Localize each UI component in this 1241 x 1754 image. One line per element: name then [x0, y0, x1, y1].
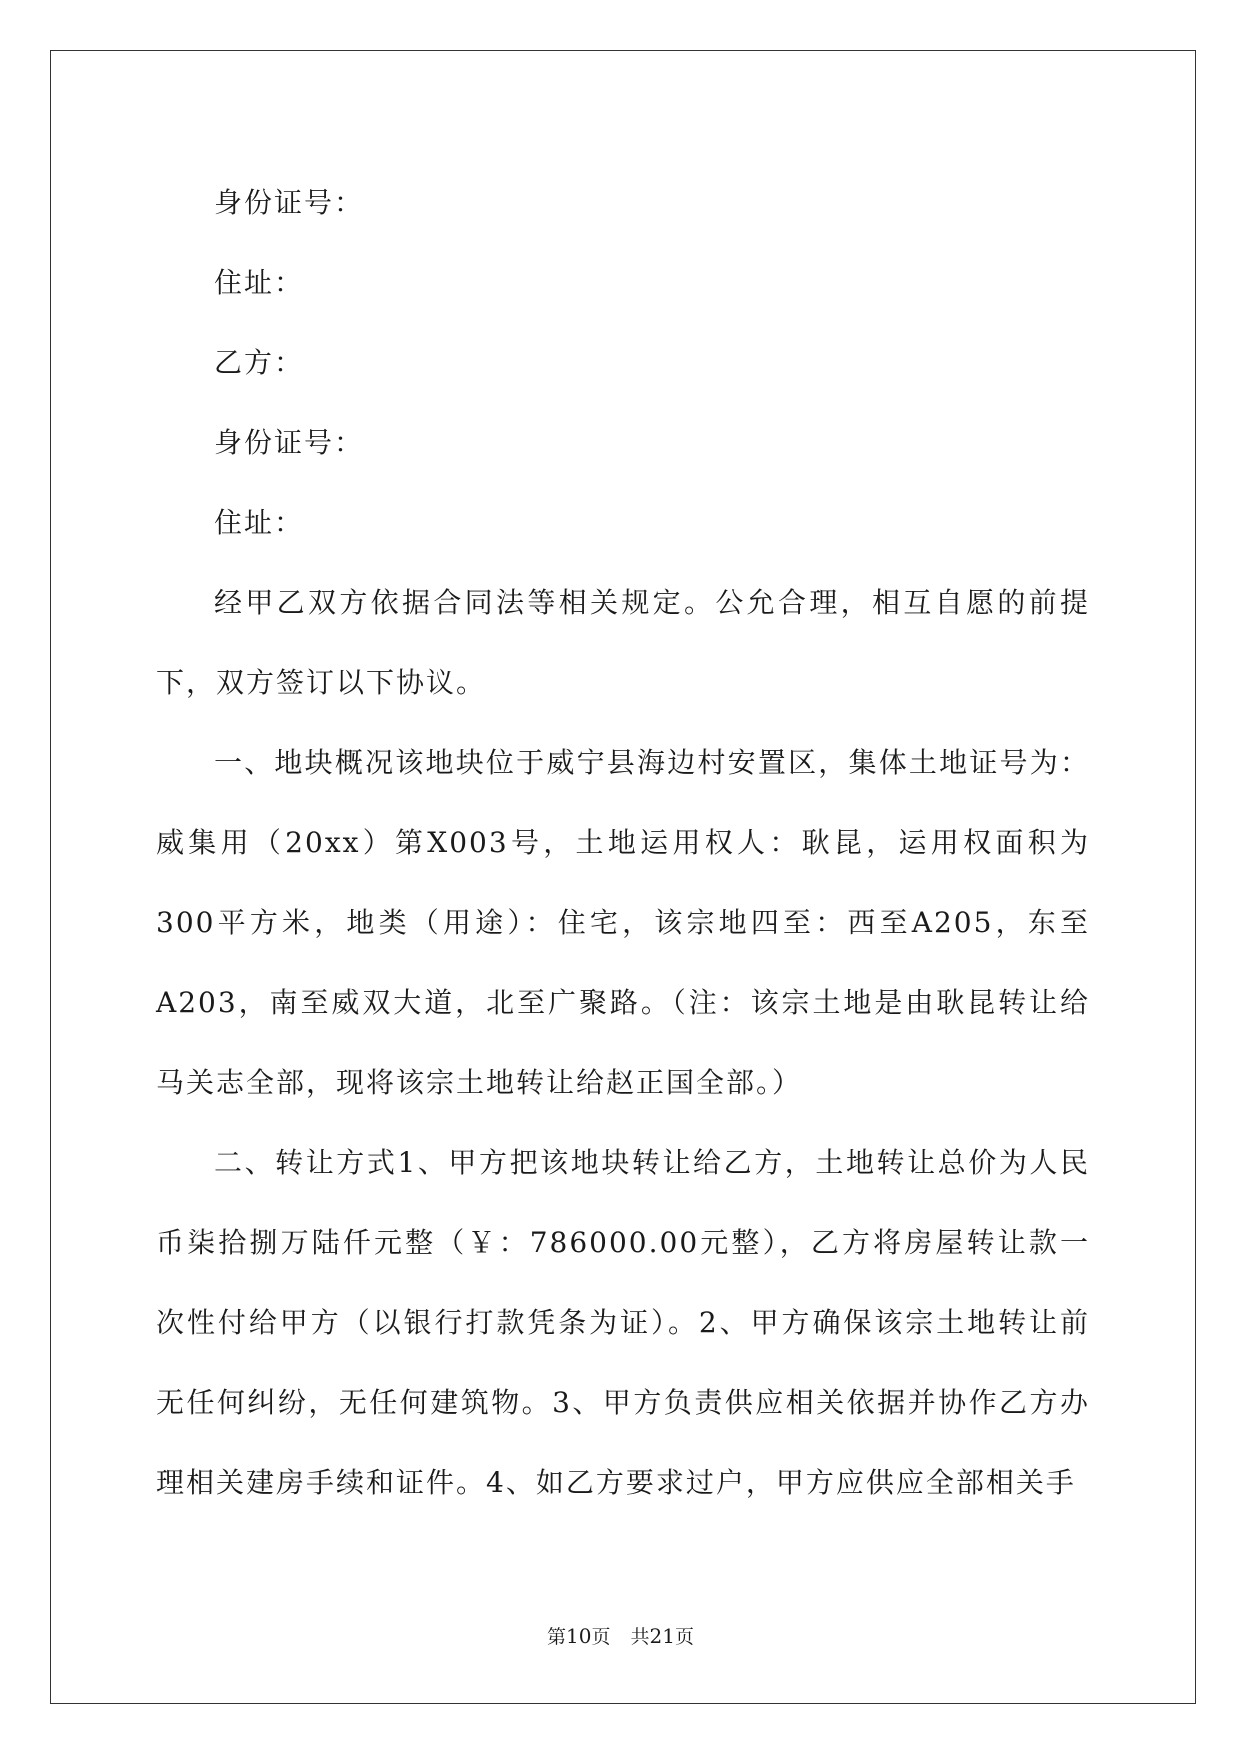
footer-prefix: 第	[547, 1626, 567, 1648]
footer-page-number: 10	[566, 1624, 592, 1648]
paragraph-agreement-intro: 经甲乙双方依据合同法等相关规定。公允合理，相互自愿的前提下，双方签订以下协议。	[156, 586, 1090, 699]
footer-total-prefix: 共	[630, 1626, 650, 1648]
paragraph-land-overview: 一、地块概况该地块位于威宁县海边村安置区，集体土地证号为：威集用（20xx）第X003号，土地运用权人：耿昆，运用权面积为300平方米，地类（用途）：住宅，该宗地四至：西至A205，东至A203，南至威双大道，北至广聚路。（注：该宗土地是由耿昆转让给马关志全部，现将该宗土地转让给赵正国全部。）	[156, 746, 1090, 1099]
footer-page-suffix: 页	[591, 1626, 611, 1648]
field-id-number-b: 身份证号：	[214, 426, 365, 459]
field-address-a: 住址：	[214, 266, 305, 299]
footer-total-suffix: 页	[674, 1626, 694, 1648]
document-body	[156, 163, 1090, 1523]
field-address-b: 住址：	[214, 506, 305, 539]
paragraph-transfer-method: 二、转让方式1、甲方把该地块转让给乙方，土地转让总价为人民币柒拾捌万陆仟元整（￥：786000.00元整），乙方将房屋转让款一次性付给甲方（以银行打款凭条为证）。2、甲方确保该宗土地转让前无任何纠纷，无任何建筑物。3、甲方负责供应相关依据并协作乙方办理相关建房手续和证件。4、如乙方要求过户，甲方应供应全部相关手	[156, 1146, 1090, 1499]
page-footer	[0, 1622, 1241, 1649]
footer-total-pages: 21	[649, 1624, 675, 1648]
field-id-number-a: 身份证号：	[214, 186, 365, 219]
field-party-b: 乙方：	[214, 346, 305, 379]
